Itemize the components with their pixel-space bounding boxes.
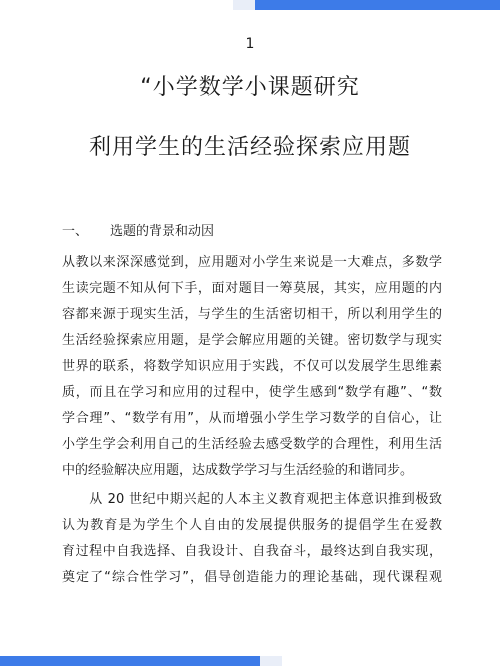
paragraph-line: 容都来源于现实生活，与学生的生活密切相干，所以利用学生的	[62, 307, 442, 322]
paragraph-line: 生活经验探索应用题，是学会解应用题的关键。密切数学与现实	[62, 333, 442, 348]
section-heading-text: 选题的背景和动因	[110, 224, 215, 239]
bottom-accent-bar	[0, 656, 260, 666]
paragraph-line: 世界的联系，将数学知识应用于实践，不仅可以发展学生思维素	[62, 359, 442, 374]
paragraph-line: 中的经验解决应用题，达成数学学习与生活经验的和谐同步。	[62, 463, 414, 478]
document-title-line-2: 利用学生的生活经验探索应用题	[88, 135, 411, 160]
paragraph-1	[62, 250, 442, 484]
paragraph-line: 认为教育是为学生个人自由的发展提供服务的提倡学生在爱教	[62, 518, 442, 533]
paragraph-line: 小学生学会利用自己的生活经验去感受数学的合理性，利用生活	[62, 437, 442, 452]
paragraph-line: 从 20 世纪中期兴起的人本主义教育观把主体意识推到极致	[62, 492, 442, 507]
paragraph-line: 生读完题不知从何下手，面对题目一筹莫展，其实，应用题的内	[62, 281, 442, 296]
section-heading	[62, 220, 214, 239]
paragraph-line: 从教以来深深感觉到，应用题对小学生来说是一大难点，多数学	[62, 255, 442, 270]
paragraph-line: 奠定了“综合性学习”，倡导创造能力的理论基础，现代课程观	[62, 570, 442, 585]
section-number: 一、	[62, 224, 89, 239]
paragraph-2	[62, 487, 442, 591]
document-title-line-1: “小学数学小课题研究	[140, 75, 360, 100]
top-accent-bar	[255, 0, 500, 10]
paragraph-line: 育过程中自我选择、自我设计、自我奋斗，最终达到自我实现，	[62, 544, 442, 559]
page-number: 1	[245, 36, 255, 52]
paragraph-line: 质，而且在学习和应用的过程中，使学生感到“数学有趣”、“数	[62, 385, 442, 400]
paragraph-line: 学合理”、“数学有用”，从而增强小学生学习数学的自信心，让	[62, 411, 442, 426]
